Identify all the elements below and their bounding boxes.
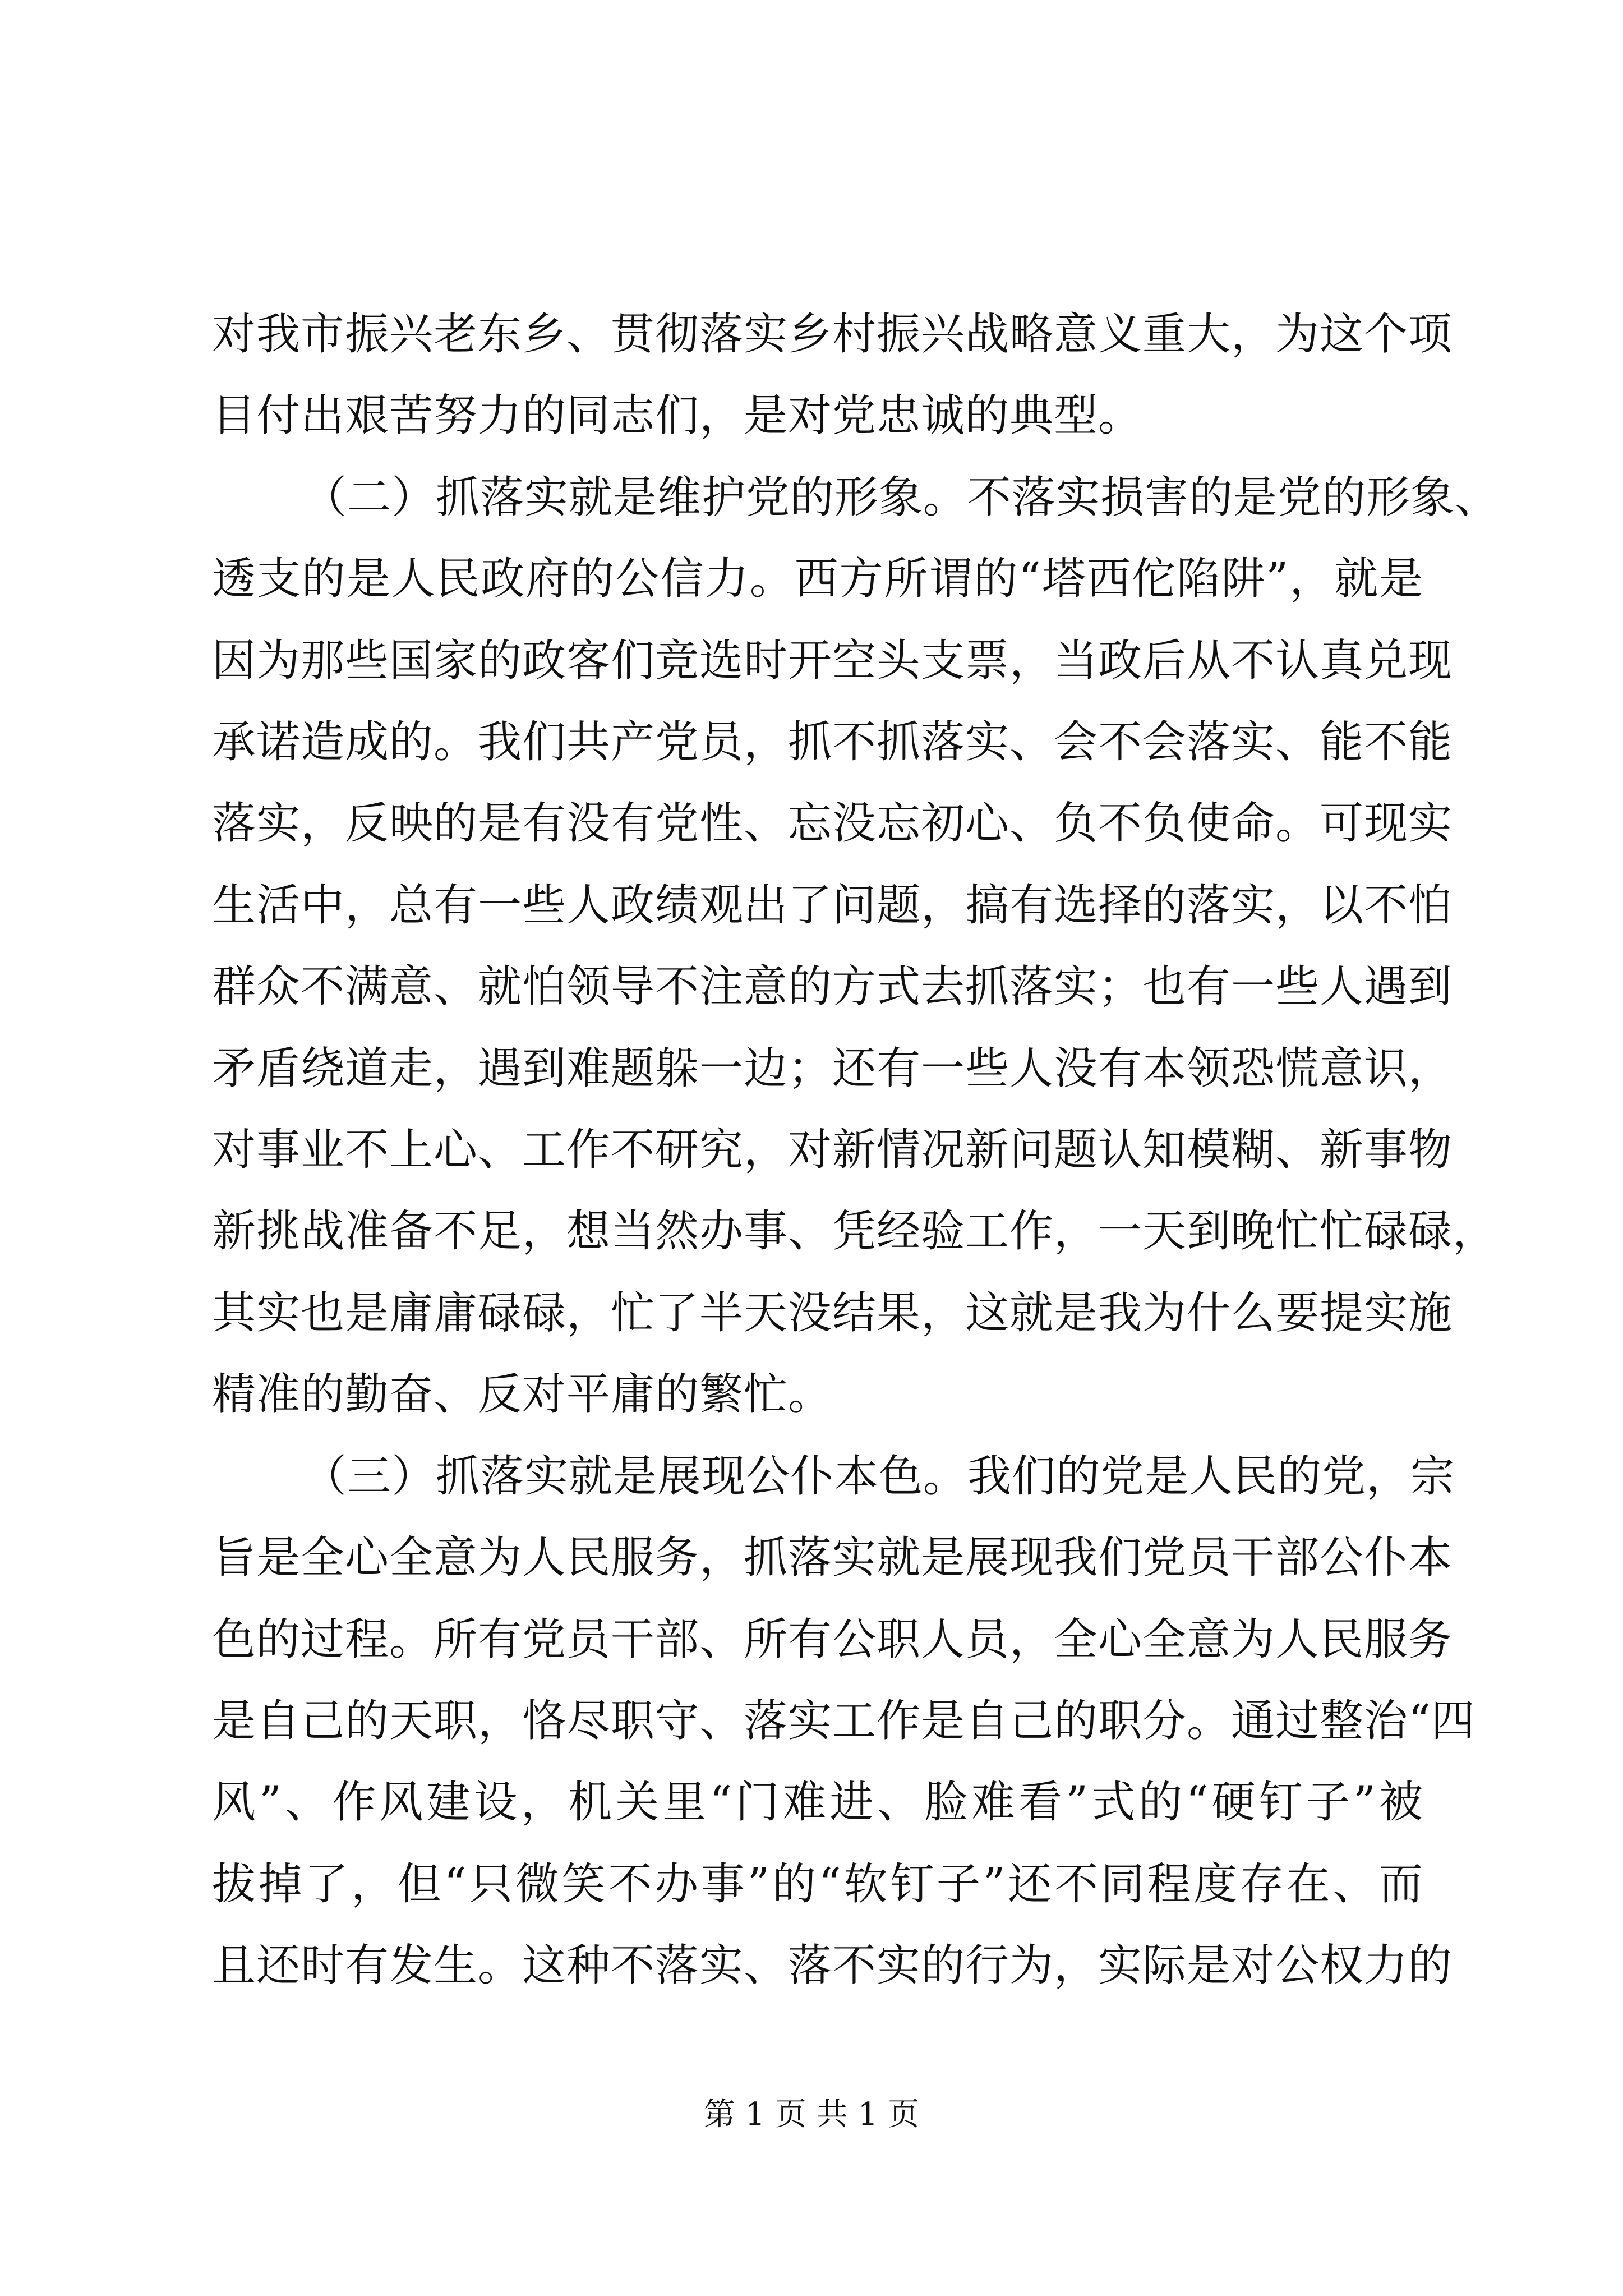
paragraph-line: 色的过程。所有党员干部、所有公职人员，全心全意为人民服务	[212, 1614, 1453, 1665]
paragraph-line: 落实，反映的是有没有党性、忘没忘初心、负不负使命。可现实	[212, 798, 1453, 849]
paragraph-line: 拔掉了，但“只微笑不办事”的“软钉子”还不同程度存在、而	[212, 1859, 1423, 1910]
paragraph-line: 矛盾绕道走，遇到难题躲一边；还有一些人没有本领恐慌意识，	[212, 1043, 1453, 1094]
paragraph-line: 精准的勤奋、反对平庸的繁忙。	[212, 1369, 833, 1420]
paragraph-line: 旨是全心全意为人民服务，抓落实就是展现我们党员干部公仆本	[212, 1533, 1453, 1583]
paragraph-line: 透支的是人民政府的公信力。西方所谓的“塔西佗陷阱”，就是	[212, 554, 1423, 604]
paragraph-line: 目付出艰苦努力的同志们，是对党忠诚的典型。	[212, 390, 1143, 441]
paragraph-line: （三）抓落实就是展现公仆本色。我们的党是人民的党，宗	[303, 1451, 1455, 1502]
paragraph-line: 承诺造成的。我们共产党员，抓不抓落实、会不会落实、能不能	[212, 717, 1453, 767]
paragraph-line: 生活中，总有一些人政绩观出了问题，搞有选择的落实，以不怕	[212, 880, 1453, 931]
paragraph-line: 其实也是庸庸碌碌，忙了半天没结果，这就是我为什么要提实施	[212, 1288, 1453, 1338]
paragraph-line: 是自己的天职，恪尽职守、落实工作是自己的职分。通过整治“四	[212, 1696, 1476, 1746]
page-footer	[0, 2095, 1623, 2134]
paragraph-line: （二）抓落实就是维护党的形象。不落实损害的是党的形象、	[303, 472, 1500, 523]
paragraph-line: 且还时有发生。这种不落实、落不实的行为，实际是对公权力的	[212, 1940, 1453, 1991]
paragraph-line: 群众不满意、就怕领导不注意的方式去抓落实；也有一些人遇到	[212, 961, 1453, 1012]
paragraph-line: 对我市振兴老东乡、贯彻落实乡村振兴战略意义重大，为这个项	[212, 309, 1453, 360]
paragraph-line: 风”、作风建设，机关里“门难进、脸难看”式的“硬钉子”被	[212, 1777, 1423, 1828]
paragraph-line: 因为那些国家的政客们竞选时开空头支票，当政后从不认真兑现	[212, 636, 1453, 686]
paragraph-line: 新挑战准备不足，想当然办事、凭经验工作，一天到晚忙忙碌碌，	[212, 1206, 1497, 1257]
page-number: 第 1 页 共 1 页	[703, 2096, 920, 2133]
paragraph-line: 对事业不上心、工作不研究，对新情况新问题认知模糊、新事物	[212, 1125, 1453, 1175]
